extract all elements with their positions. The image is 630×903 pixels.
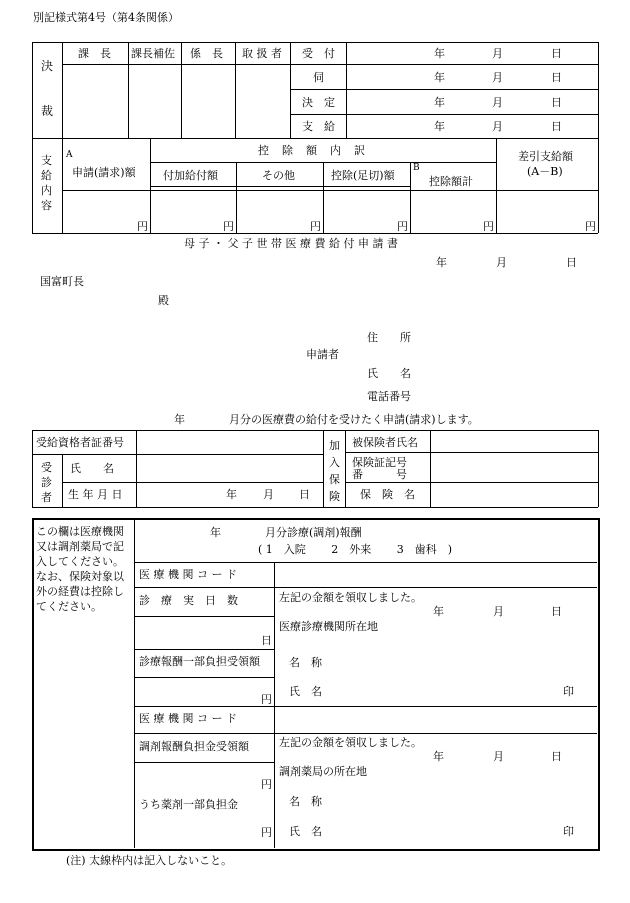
patient-name-label: 氏 名: [70, 462, 114, 475]
institution-address-label: 医療診療機関所在地: [279, 620, 378, 633]
insurance-label: 加入保険: [329, 439, 340, 503]
addressee: 国富町長: [40, 275, 84, 288]
insurance-number-label-2: 番 号: [352, 468, 407, 481]
day-unit: 日: [261, 634, 272, 647]
date-day: 日: [551, 605, 562, 618]
insurance-number-label: 保険証記号: [352, 456, 407, 469]
role-handler: 取 扱 者: [242, 47, 282, 60]
date-month: 月: [493, 750, 504, 763]
document-title: 母 子 ・ 父 子 世 帯 医 療 費 給 付 申 請 書: [184, 237, 398, 250]
date-day: 日: [551, 96, 562, 109]
col-a-mark: A: [66, 150, 73, 160]
patient-dob-label: 生 年 月 日: [68, 488, 123, 501]
date-day: 日: [551, 71, 562, 84]
yen-unit: 円: [585, 220, 596, 233]
insurer-name-label: 保 険 名: [360, 488, 415, 501]
footnote: (注) 太線枠内は記入しないこと。: [66, 854, 233, 867]
date-month: 月: [492, 96, 503, 109]
yen-unit: 円: [137, 220, 148, 233]
medical-note: この欄は医療機関 又は調剤薬局で記 入してください。 なお、保険対象以 外の経費は控除し てください。: [36, 525, 124, 613]
yen-unit: 円: [261, 693, 272, 706]
role-deputy-chief: 課長補佐: [131, 47, 175, 60]
seal-mark: 印: [563, 825, 574, 838]
decision-side-label: 裁: [41, 104, 54, 118]
date-day: 日: [551, 47, 562, 60]
dob-month: 月: [263, 488, 274, 501]
diff-label: 差引支給額: [518, 150, 573, 163]
col-b-mark: B: [413, 163, 420, 173]
diff-formula: (A－B): [527, 165, 563, 178]
yen-unit: 円: [261, 778, 272, 791]
step-inquiry: 伺: [313, 71, 324, 84]
col-additional-benefit: 付加給付額: [163, 169, 218, 182]
date-year: 年: [434, 96, 445, 109]
date-month: 月: [492, 47, 503, 60]
col-b-label: 控除額計: [429, 175, 473, 188]
col-deductible: 控除(足切)額: [331, 169, 395, 182]
institution-name-label: 名 称: [289, 656, 322, 669]
pharmacy-person-label: 氏 名: [289, 825, 322, 838]
received-text: 左記の金額を領収しました。: [279, 591, 422, 604]
visit-type-line: ( 1 入院 2 外来 3 歯科 ): [258, 543, 453, 556]
date-day: 日: [551, 120, 562, 133]
header-day: 日: [566, 256, 577, 269]
pharmacy-fee-label: 調剤報酬負担金受領額: [139, 740, 249, 753]
received-text: 左記の金額を領収しました。: [279, 736, 422, 749]
date-month: 月: [492, 71, 503, 84]
applicant-label: 申請者: [306, 348, 339, 361]
request-text: 年 月分の医療費の給付を受けたく申請(請求)します。: [174, 413, 479, 426]
yen-unit: 円: [483, 220, 494, 233]
yen-unit: 円: [397, 220, 408, 233]
date-year: 年: [434, 120, 445, 133]
dob-day: 日: [299, 488, 310, 501]
date-year: 年: [433, 605, 444, 618]
date-day: 日: [551, 750, 562, 763]
patient-label: 受診者: [41, 461, 52, 504]
step-decision: 決 定: [302, 96, 335, 109]
pharmacy-name-label: 名 称: [289, 795, 322, 808]
step-receipt: 受 付: [302, 47, 335, 60]
treatment-days-label: 診 療 実 日 数: [139, 594, 238, 607]
dob-year: 年: [226, 488, 237, 501]
role-section-chief: 課 長: [78, 47, 111, 60]
form-id: 別記様式第4号（第4条関係）: [33, 11, 179, 24]
date-year: 年: [434, 47, 445, 60]
applicant-phone-label: 電話番号: [367, 390, 411, 403]
payment-side-label: 支給内容: [41, 154, 52, 212]
yen-unit: 円: [261, 826, 272, 839]
medical-month-line: 年 月分診療(調剤)報酬: [210, 526, 362, 539]
date-year: 年: [433, 750, 444, 763]
date-month: 月: [492, 120, 503, 133]
decision-side-label: 決: [41, 59, 54, 73]
honorific: 殿: [158, 294, 169, 307]
drug-partial-label: うち薬剤一部負担金: [139, 798, 238, 811]
yen-unit: 円: [223, 220, 234, 233]
partial-payment-label: 診療報酬一部負担受領額: [139, 655, 260, 668]
insured-name-label: 被保険者氏名: [352, 436, 418, 449]
date-year: 年: [434, 71, 445, 84]
yen-unit: 円: [310, 220, 321, 233]
col-other: その他: [262, 169, 295, 182]
date-month: 月: [493, 605, 504, 618]
deduction-header: 控 除 額 内 訳: [258, 144, 366, 157]
step-payment: 支 給: [302, 120, 335, 133]
cert-number-label: 受給資格者証番号: [36, 436, 124, 449]
header-year: 年: [436, 256, 447, 269]
pharmacy-address-label: 調剤薬局の所在地: [279, 765, 367, 778]
applicant-name-label: 氏 名: [367, 367, 411, 380]
pharmacy-code-label: 医 療 機 関 コ ー ド: [139, 712, 237, 725]
col-a-label: 申請(請求)額: [72, 166, 136, 179]
applicant-address-label: 住 所: [367, 331, 411, 344]
role-subsection-chief: 係 長: [190, 47, 223, 60]
institution-code-label: 医 療 機 関 コ ー ド: [139, 568, 237, 581]
header-month: 月: [496, 256, 507, 269]
institution-person-label: 氏 名: [289, 685, 322, 698]
seal-mark: 印: [563, 685, 574, 698]
